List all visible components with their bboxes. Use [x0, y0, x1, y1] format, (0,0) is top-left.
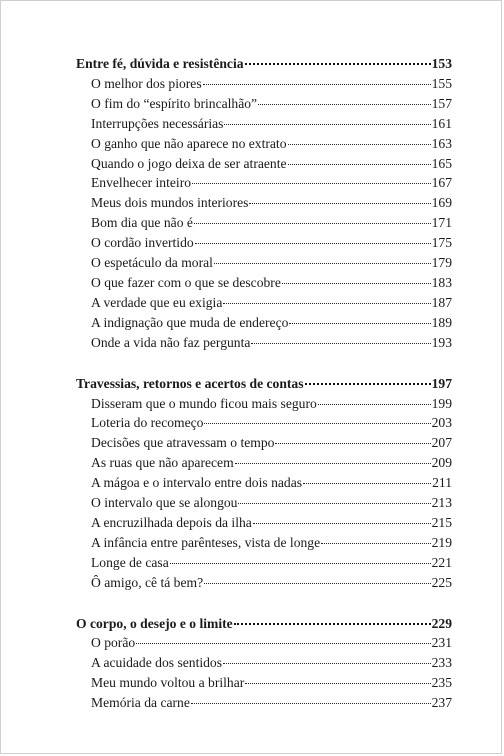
entry-title: Interrupções necessárias	[91, 115, 224, 131]
toc-entry[interactable]	[76, 173, 452, 193]
toc-entry[interactable]	[76, 693, 452, 713]
section-heading[interactable]	[76, 374, 452, 394]
entry-page-number: 165	[431, 155, 452, 171]
dot-leader	[191, 703, 431, 704]
entry-page-number: 171	[431, 215, 452, 231]
dot-leader	[288, 164, 431, 165]
entry-title: O ganho que não aparece no extrato	[91, 135, 287, 151]
entry-page-number: 199	[431, 395, 452, 411]
dot-leader	[170, 563, 431, 564]
toc-entry[interactable]	[76, 413, 452, 433]
entry-title: O cordão invertido	[91, 235, 194, 251]
toc-entry[interactable]	[76, 74, 452, 94]
section-heading[interactable]	[76, 54, 452, 74]
section-spacer	[76, 593, 452, 614]
dot-leader	[249, 203, 430, 204]
toc-entry[interactable]	[76, 253, 452, 273]
entry-page-number: 233	[431, 655, 452, 671]
entry-title: O que fazer com o que se descobre	[91, 274, 281, 290]
toc-entry[interactable]	[76, 273, 452, 293]
entry-title: O intervalo que se alongou	[91, 495, 238, 511]
entry-title: A encruzilhada depois da ilha	[91, 514, 252, 530]
dot-leader	[136, 643, 430, 644]
entry-page-number: 219	[431, 534, 452, 550]
entry-title: O melhor dos piores	[91, 75, 202, 91]
entry-page-number: 169	[431, 195, 452, 211]
entry-title: Meu mundo voltou a brilhar	[91, 675, 245, 691]
toc-entry[interactable]	[76, 653, 452, 673]
entry-title: Longe de casa	[91, 554, 169, 570]
entry-page-number: 183	[431, 274, 452, 290]
entry-page-number: 235	[431, 675, 452, 691]
dot-leader	[234, 623, 431, 625]
entry-page-number: 211	[432, 475, 452, 491]
toc-entry[interactable]	[76, 233, 452, 253]
entry-page-number: 215	[431, 514, 452, 530]
toc-entry[interactable]	[76, 193, 452, 213]
table-of-contents	[76, 54, 452, 713]
dot-leader	[318, 404, 431, 405]
section-title: Entre fé, dúvida e resistência	[76, 56, 244, 71]
section-page-number: 153	[431, 56, 452, 71]
entry-page-number: 203	[431, 415, 452, 431]
dot-leader	[245, 63, 431, 65]
entry-title: Disseram que o mundo ficou mais seguro	[91, 395, 317, 411]
dot-leader	[203, 84, 431, 85]
toc-entry[interactable]	[76, 134, 452, 154]
toc-section	[76, 374, 452, 593]
toc-entry[interactable]	[76, 154, 452, 174]
dot-leader	[245, 683, 430, 684]
dot-leader	[195, 243, 431, 244]
dot-leader	[235, 463, 431, 464]
section-page-number: 197	[431, 375, 452, 391]
entry-page-number: 237	[431, 695, 452, 711]
entry-title: Quando o jogo deixa de ser atraente	[91, 155, 287, 171]
entry-page-number: 213	[431, 495, 452, 511]
toc-entry[interactable]	[76, 673, 452, 693]
dot-leader	[223, 303, 430, 304]
toc-entry[interactable]	[76, 453, 452, 473]
entry-page-number: 221	[431, 554, 452, 570]
toc-section	[76, 614, 452, 714]
dot-leader	[192, 183, 431, 184]
entry-page-number: 175	[431, 235, 452, 251]
section-title: Travessias, retornos e acertos de contas	[76, 375, 304, 391]
dot-leader	[214, 263, 431, 264]
toc-entry[interactable]	[76, 473, 452, 493]
entry-page-number: 179	[431, 255, 452, 271]
entry-title: O espetáculo da moral	[91, 255, 213, 271]
toc-entry[interactable]	[76, 333, 452, 353]
dot-leader	[253, 523, 431, 524]
toc-section	[76, 54, 452, 353]
entry-page-number: 209	[431, 455, 452, 471]
toc-entry[interactable]	[76, 114, 452, 134]
entry-title: Meus dois mundos interiores	[91, 195, 249, 211]
entry-page-number: 207	[431, 435, 452, 451]
entry-title: Ô amigo, cê tá bem?	[91, 574, 204, 590]
dot-leader	[303, 483, 431, 484]
entry-page-number: 157	[431, 95, 452, 111]
entry-title: A infância entre parênteses, vista de longe	[91, 534, 321, 550]
toc-entry[interactable]	[76, 433, 452, 453]
entry-title: A indignação que muda de endereço	[91, 314, 289, 330]
entry-title: A mágoa e o intervalo entre dois nadas	[91, 475, 303, 491]
entry-title: A acuidade dos sentidos	[91, 655, 223, 671]
toc-entry[interactable]	[76, 633, 452, 653]
entry-title: Bom dia que não é	[91, 215, 193, 231]
entry-page-number: 225	[431, 574, 452, 590]
dot-leader	[282, 283, 431, 284]
entry-title: O fim do “espírito brincalhão”	[91, 95, 258, 111]
dot-leader	[204, 423, 430, 424]
entry-title: As ruas que não aparecem	[91, 455, 234, 471]
section-spacer	[76, 353, 452, 374]
toc-entry[interactable]	[76, 293, 452, 313]
entry-page-number: 161	[431, 115, 452, 131]
toc-entry[interactable]	[76, 573, 452, 593]
entry-title: Memória da carne	[91, 695, 190, 711]
entry-title: Loteria do recomeço	[91, 415, 204, 431]
entry-page-number: 155	[431, 75, 452, 91]
dot-leader	[275, 443, 430, 444]
dot-leader	[321, 543, 430, 544]
toc-entry[interactable]	[76, 553, 452, 573]
dot-leader	[223, 663, 431, 664]
entry-page-number: 163	[431, 135, 452, 151]
dot-leader	[224, 124, 430, 125]
toc-entry[interactable]	[76, 94, 452, 114]
toc-entry[interactable]	[76, 394, 452, 414]
toc-entry[interactable]	[76, 213, 452, 233]
dot-leader	[238, 503, 430, 504]
section-title: O corpo, o desejo e o limite	[76, 615, 233, 631]
entry-page-number: 231	[431, 635, 452, 651]
dot-leader	[204, 583, 431, 584]
dot-leader	[288, 144, 431, 145]
toc-entry[interactable]	[76, 533, 452, 553]
toc-entry[interactable]	[76, 313, 452, 333]
dot-leader	[289, 323, 430, 324]
entry-page-number: 189	[431, 314, 452, 330]
entry-title: Onde a vida não faz pergunta	[91, 334, 251, 350]
entry-page-number: 187	[431, 294, 452, 310]
entry-title: Envelhecer inteiro	[91, 175, 192, 191]
dot-leader	[251, 343, 430, 344]
dot-leader	[194, 223, 431, 224]
entry-title: O porão	[91, 635, 136, 651]
toc-entry[interactable]	[76, 513, 452, 533]
section-page-number: 229	[431, 615, 452, 631]
dot-leader	[258, 104, 431, 105]
entry-title: Decisões que atravessam o tempo	[91, 435, 275, 451]
section-heading[interactable]	[76, 614, 452, 634]
entry-page-number: 167	[431, 175, 452, 191]
toc-entry[interactable]	[76, 493, 452, 513]
dot-leader	[305, 383, 431, 385]
entry-title: A verdade que eu exigia	[91, 294, 223, 310]
entry-page-number: 193	[431, 334, 452, 350]
